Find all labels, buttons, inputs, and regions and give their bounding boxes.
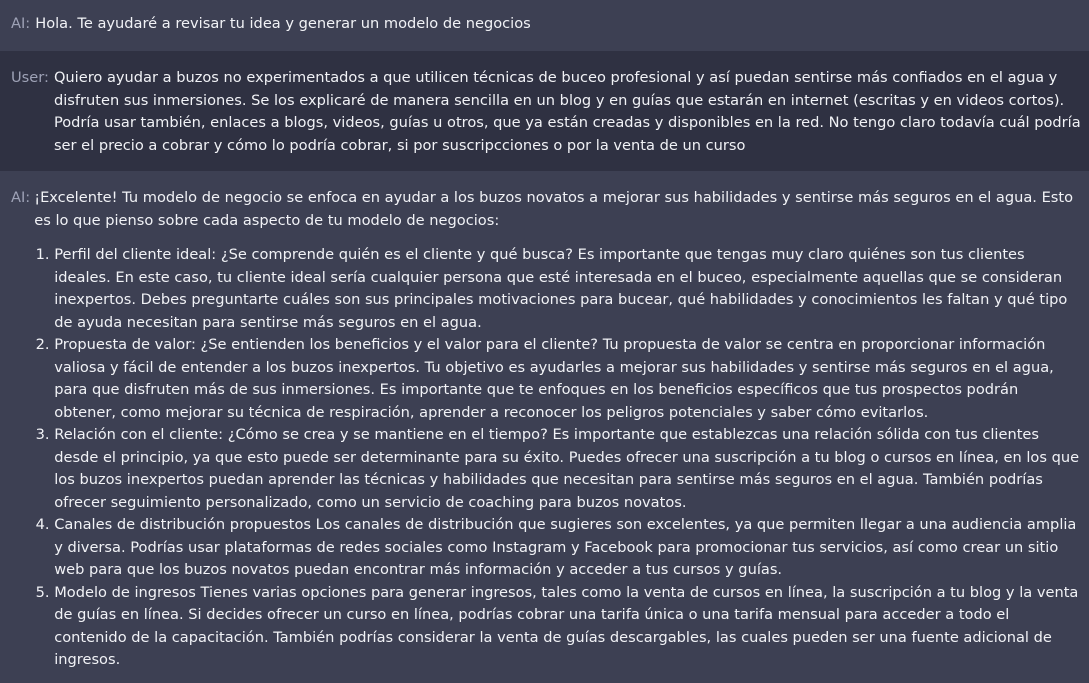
list-item: 3. Relación con el cliente: ¿Cómo se crea y se mantiene en el tiempo? Es importante que establezcas una relación sólida con tus clientes desde el principio, ya que esto puede ser determinante para su éxito. Puedes ofrecer una suscripción a tu blog o cursos en línea, en los que los buzos inexpertos puedan aprender las técnicas y habilidades que necesitan para sentirse más seguros en el agua. También podrías ofrecer seguimiento personalizado, como un servicio de coaching para buzos novatos.: [54, 424, 1083, 514]
ai-response-intro: [34, 187, 1083, 232]
ai-message-body: [34, 187, 1083, 672]
list-item: 2. Propuesta de valor: ¿Se entienden los beneficios y el valor para el cliente? Tu propuesta de valor se centra en proporcionar información valiosa y fácil de entender a los buzos inexpertos. Tu objetivo es ayudarles a mejorar sus habilidades y sentirse más seguros en el agua, para que disfruten más de sus inmersiones. Es importante que te enfoques en los beneficios específicos que tus prospectos podrán obtener, como mejorar su técnica de respiración, aprender a reconocer los peligros potenciales y saber cómo evitarlos.: [54, 334, 1083, 424]
business-model-list: [34, 244, 1083, 672]
user-message: [0, 51, 1089, 171]
user-message-text: Quiero ayudar a buzos no experimentados a que utilicen técnicas de buceo profesional y así puedan sentirse más confiados en el agua y disfruten sus inmersiones. Se los explicaré de manera sencilla en un blog y en guías que estarán en internet (escritas y en videos cortos). Podría usar también, enlaces a blogs, videos, guías u otros, que ya están creadas y disponibles en la red. No tengo claro todavía cuál podría ser el precio a cobrar y cómo lo podría cobrar, si por suscripcciones o por la venta de un curso: [53, 69, 1081, 154]
ai-role-label: AI:: [11, 189, 31, 206]
list-item: 1. Perfil del cliente ideal: ¿Se comprende quién es el cliente y qué busca? Es importante que tengas muy claro quiénes son tus clientes ideales. En este caso, tu cliente ideal sería cualquier persona que esté interesada en el buceo, especialmente aquellas que se consideran inexpertos. Debes preguntarte cuáles son sus principales motivaciones para bucear, qué habilidades y conocimientos les faltan y qué tipo de ayuda necesitan para sentirse más seguros en el agua.: [54, 244, 1083, 334]
ai-message-text: Hola. Te ayudaré a revisar tu idea y generar un modelo de negocios: [35, 15, 531, 32]
ai-message: [0, 0, 1089, 51]
ai-message: [0, 171, 1089, 683]
user-role-label: User:: [11, 69, 49, 86]
list-item: 5. Modelo de ingresos Tienes varias opciones para generar ingresos, tales como la venta de cursos en línea, la suscripción a tu blog y la venta de guías en línea. Si decides ofrecer un curso en línea, podrías cobrar una tarifa única o una tarifa mensual para acceder a todo el contenido de la capacitación. También podrías considerar la venta de guías descargables, las cuales pueden ser una fuente adicional de ingresos.: [54, 582, 1083, 672]
ai-role-label: AI:: [11, 15, 31, 32]
list-item: 4. Canales de distribución propuestos Los canales de distribución que sugieres son excelentes, ya que permiten llegar a una audiencia amplia y diversa. Podrías usar plataformas de redes sociales como Instagram y Facebook para promocionar tus servicios, así como crear un sitio web para que los buzos novatos puedan encontrar más información y acceder a tus cursos y guías.: [54, 514, 1083, 582]
ai-response-intro-text: ¡Excelente! Tu modelo de negocio se enfoca en ayudar a los buzos novatos a mejorar sus habilidades y sentirse más seguros en el agua. Esto es lo que pienso sobre cada aspecto de tu modelo de negocios:: [34, 189, 1074, 229]
